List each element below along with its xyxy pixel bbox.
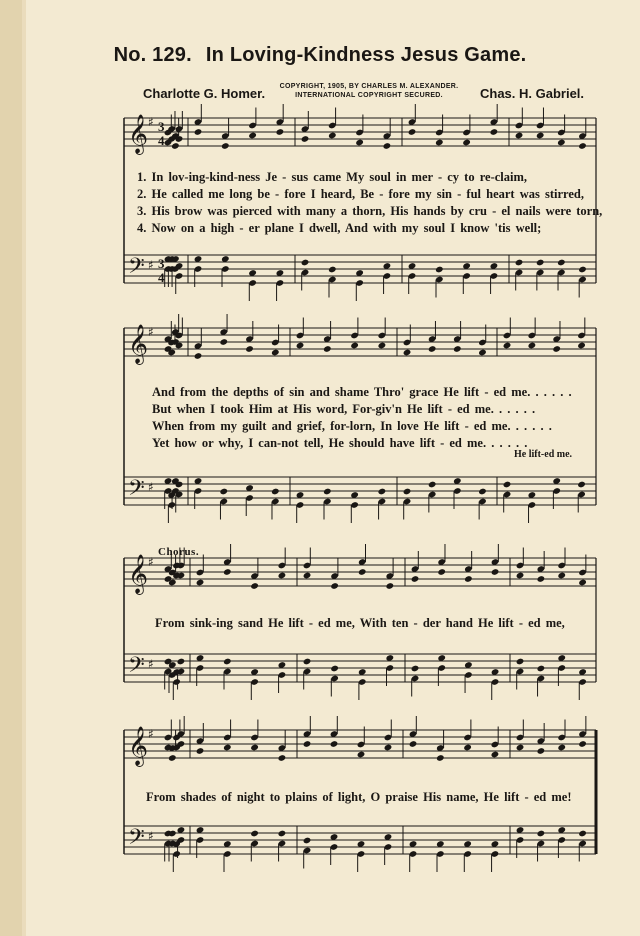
treble-clef-icon: 𝄞 xyxy=(128,554,149,594)
copyright-line-2: INTERNATIONAL COPYRIGHT SECURED. xyxy=(295,92,443,99)
note-head xyxy=(462,139,471,147)
note-head xyxy=(411,665,420,673)
note-head xyxy=(403,488,412,496)
note-head xyxy=(303,658,312,666)
copyright-line-1: COPYRIGHT, 1905, BY CHARLES M. ALEXANDER. xyxy=(279,83,459,90)
note-head xyxy=(171,142,180,150)
note-head xyxy=(278,830,287,838)
note-head xyxy=(194,352,203,360)
sharp-icon: ♯ xyxy=(148,480,154,494)
note-head xyxy=(578,740,587,748)
note-head xyxy=(278,572,287,580)
time-signature-top: 3 xyxy=(158,119,165,134)
note-head xyxy=(478,488,487,496)
note-head xyxy=(328,266,337,274)
chorus-label: Chorus. xyxy=(158,546,200,558)
note-head xyxy=(557,572,566,580)
note-head xyxy=(196,747,205,755)
bass-clef-icon: 𝄢 xyxy=(128,825,145,855)
hymn-title: In Loving-Kindness Jesus Game. xyxy=(205,44,527,66)
sharp-icon: ♯ xyxy=(148,115,154,129)
note-head xyxy=(536,259,545,267)
note-head xyxy=(403,349,412,357)
note-head xyxy=(357,751,366,759)
verse-2-line-2: But when I took Him at His word, For-giv'n He lift - ed me. . . . . . xyxy=(152,402,536,416)
note-head xyxy=(378,488,387,496)
time-signature-top: 3 xyxy=(158,256,165,271)
treble-clef-icon: 𝄞 xyxy=(128,114,149,154)
note-head xyxy=(271,349,280,357)
note-head xyxy=(578,830,587,838)
note-head xyxy=(537,830,546,838)
note-head xyxy=(271,488,280,496)
note-head xyxy=(223,744,232,752)
sharp-icon: ♯ xyxy=(148,555,154,569)
bass-clef-icon: 𝄢 xyxy=(128,254,145,284)
note-head xyxy=(552,345,561,353)
note-head xyxy=(296,342,305,350)
note-head xyxy=(578,579,587,587)
bass-clef-icon: 𝄢 xyxy=(128,476,145,506)
note-head xyxy=(383,142,392,150)
time-signature-bottom: 4 xyxy=(158,270,165,285)
note-head xyxy=(219,488,228,496)
note-head xyxy=(323,345,332,353)
time-signature-bottom: 4 xyxy=(158,133,165,148)
note-head xyxy=(577,481,586,489)
note-head xyxy=(278,754,287,762)
note-head xyxy=(221,142,230,150)
note-head xyxy=(250,830,259,838)
note-head xyxy=(491,751,500,759)
note-head xyxy=(464,575,473,583)
verse-1-line-2: And from the depths of sin and shame Thro' grace He lift - ed me. . . . . . xyxy=(152,385,572,399)
note-head xyxy=(328,132,337,140)
note-head xyxy=(223,658,232,666)
note-head xyxy=(245,345,254,353)
sharp-icon: ♯ xyxy=(148,727,154,741)
verse-1-line-1: 1. In lov-ing-kind-ness Je - sus came My soul in mer - cy to re-claim, xyxy=(137,170,528,184)
note-head xyxy=(409,740,418,748)
note-head xyxy=(301,135,310,143)
note-head xyxy=(384,744,393,752)
note-head xyxy=(437,568,446,576)
verse-4-line-1: 4. Now on a high - er plane I dwell, And with my soul I know 'tis well; xyxy=(137,221,542,235)
note-head xyxy=(303,572,312,580)
note-head xyxy=(503,481,512,489)
bass-clef-icon: 𝄢 xyxy=(128,653,145,683)
note-head xyxy=(168,754,177,762)
sharp-icon: ♯ xyxy=(148,258,154,272)
note-head xyxy=(177,658,186,666)
note-head xyxy=(194,128,203,136)
note-head xyxy=(491,568,500,576)
composer: Chas. H. Gabriel. xyxy=(480,86,585,101)
verse-2-line-1: 2. He called me long be - fore I heard, Be - fore my sin - ful heart was stirred, xyxy=(137,187,584,201)
echo-lyric: He lift-ed me. xyxy=(514,449,573,460)
note-head xyxy=(330,665,339,673)
note-head xyxy=(537,575,546,583)
sharp-icon: ♯ xyxy=(148,325,154,339)
treble-clef-icon: 𝄞 xyxy=(128,324,149,364)
note-head xyxy=(276,128,285,136)
note-head xyxy=(516,744,525,752)
note-head xyxy=(330,582,339,590)
sharp-icon: ♯ xyxy=(148,829,154,843)
note-head xyxy=(250,744,259,752)
note-head xyxy=(435,139,444,147)
note-head xyxy=(578,142,587,150)
note-head xyxy=(248,132,257,140)
note-head xyxy=(330,740,339,748)
note-head xyxy=(478,349,487,357)
note-head xyxy=(557,259,566,267)
note-head xyxy=(428,345,437,353)
note-head xyxy=(577,342,586,350)
note-head xyxy=(515,259,524,267)
note-head xyxy=(463,744,472,752)
note-head xyxy=(358,568,367,576)
note-head xyxy=(411,575,420,583)
note-head xyxy=(378,342,387,350)
note-head xyxy=(303,837,312,845)
verse-3-line-1: 3. His brow was pierced with many a thorn, His hands by cru - el nails were torn, xyxy=(137,204,603,218)
note-head xyxy=(428,481,437,489)
sharp-icon: ♯ xyxy=(148,657,154,671)
verse-3-line-2: When from my guilt and grief, for-lorn, In love He lift - ed me. . . . . . xyxy=(152,419,552,433)
verse-4-line-2: Yet how or why, I can-not tell, He should have lift - ed me. . . . . . xyxy=(152,436,528,450)
chorus-lyric-2: From shades of night to plains of light, O praise His name, He lift - ed me! xyxy=(146,790,572,804)
note-head xyxy=(408,128,417,136)
note-head xyxy=(250,582,259,590)
lyricist: Charlotte G. Homer. xyxy=(143,86,266,101)
note-head xyxy=(516,658,525,666)
note-head xyxy=(301,259,310,267)
note-head xyxy=(557,139,566,147)
note-head xyxy=(557,744,566,752)
chorus-lyric-1: From sink-ing sand He lift - ed me, With ten - der hand He lift - ed me, xyxy=(155,616,565,630)
note-head xyxy=(578,266,587,274)
note-head xyxy=(516,572,525,580)
note-head xyxy=(490,128,499,136)
note-head xyxy=(223,568,232,576)
note-head xyxy=(537,665,546,673)
note-head xyxy=(355,139,364,147)
note-head xyxy=(503,342,512,350)
note-head xyxy=(537,747,546,755)
note-head xyxy=(528,342,537,350)
treble-clef-icon: 𝄞 xyxy=(128,726,149,766)
note-head xyxy=(436,754,445,762)
note-head xyxy=(453,345,462,353)
note-head xyxy=(385,582,394,590)
note-head xyxy=(536,132,545,140)
note-head xyxy=(219,338,228,346)
hymn-number: No. 129. xyxy=(113,44,192,66)
note-head xyxy=(303,740,312,748)
note-head xyxy=(350,342,359,350)
note-head xyxy=(196,579,205,587)
note-head xyxy=(323,488,332,496)
note-head xyxy=(515,132,524,140)
note-head xyxy=(435,266,444,274)
